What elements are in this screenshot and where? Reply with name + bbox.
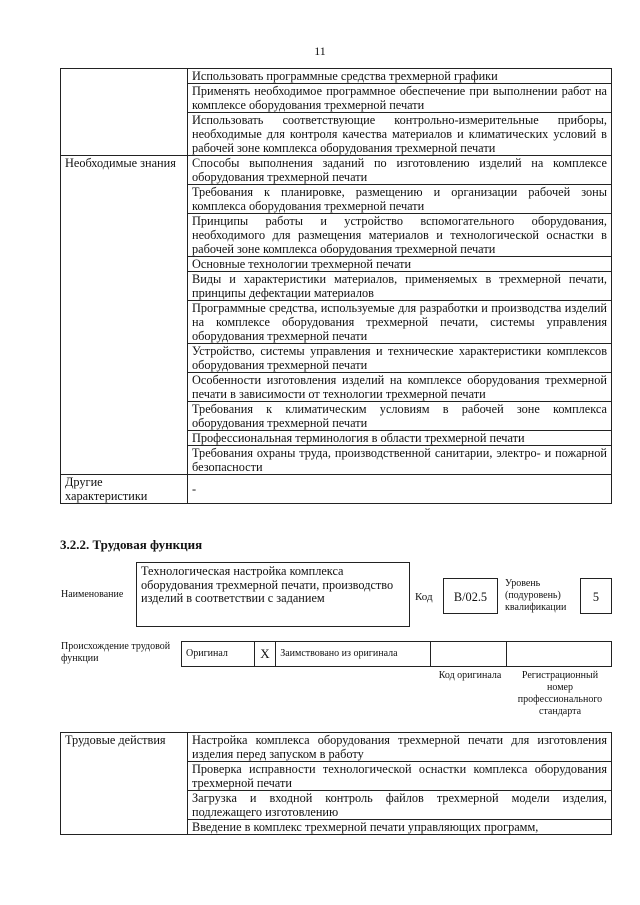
row-header-knowledge: Необходимые знания — [61, 156, 188, 475]
reg-caption: Регистрационный номер профессионального стандарта — [517, 670, 603, 717]
table-row — [61, 733, 612, 762]
table-row — [61, 156, 612, 185]
table-cell: Профессиональная терминология в области трехмерной печати — [188, 431, 612, 446]
table-cell: Использовать соответствующие контрольно-измерительные приборы, необходимые для контроля качества материалов и климатических условий в рабочей зоне комплекса оборудования трехмерной печати — [188, 113, 612, 156]
table-row — [61, 475, 612, 504]
table-cell: Программные средства, используемые для разработки и производства изделий на комплексе оборудования трехмерной печати, системы управления оборудования трехмерной печати — [188, 301, 612, 344]
table-cell: Устройство, системы управления и технические характеристики комплексов оборудования трехмерной печати — [188, 344, 612, 373]
table-cell: Требования охраны труда, производственной санитарии, электро- и пожарной безопасности — [188, 446, 612, 475]
table-cell: Принципы работы и устройство вспомогательного оборудования, необходимого для размещения материалов и технологической оснастки в рабочей зоне комплекса оборудования трехмерной печати — [188, 214, 612, 257]
knowledge-table — [60, 68, 612, 504]
table-cell: Введение в комплекс трехмерной печати управляющих программ, — [188, 820, 612, 835]
table-cell: Виды и характеристики материалов, применяемых в трехмерной печати, принципы дефектации материалов — [188, 272, 612, 301]
table-cell: Способы выполнения заданий по изготовлению изделий на комплексе оборудования трехмерной печати — [188, 156, 612, 185]
function-name: Технологическая настройка комплекса оборудования трехмерной печати, производство изделий в соответствии с заданием — [136, 562, 410, 627]
page-number: 11 — [314, 44, 326, 58]
actions-table — [60, 732, 612, 835]
table-row — [61, 69, 612, 84]
table-cell: Основные технологии трехмерной печати — [188, 257, 612, 272]
table-cell: - — [188, 475, 612, 504]
code-caption: Код оригинала — [438, 670, 502, 681]
function-level: 5 — [580, 578, 612, 614]
origin-table — [181, 641, 612, 667]
table-cell: Использовать программные средства трехмерной графики — [188, 69, 612, 84]
table-cell: Проверка исправности технологической оснастки комплекса оборудования трехмерной печати — [188, 762, 612, 791]
name-label: Наименование — [61, 589, 124, 600]
table-cell: Загрузка и входной контроль файлов трехмерной модели изделия, подлежащего изготовлению — [188, 791, 612, 820]
table-row — [182, 642, 612, 667]
origin-label: Происхождение трудовой функции — [61, 641, 171, 664]
level-label: Уровень (подуровень) квалификации — [505, 578, 567, 613]
code-label: Код — [415, 591, 433, 603]
origin-reg-cell — [506, 642, 611, 667]
table-cell: Требования к климатическим условиям в рабочей зоне комплекса оборудования трехмерной печати — [188, 402, 612, 431]
table-cell-left — [61, 69, 188, 156]
origin-mark: X — [254, 642, 276, 667]
table-cell: Настройка комплекса оборудования трехмерной печати для изготовления изделия перед запуском в работу — [188, 733, 612, 762]
origin-borrowed: Заимствовано из оригинала — [276, 642, 431, 667]
table-cell: Особенности изготовления изделий на комплексе оборудования трехмерной печати в зависимости от технологии трехмерной печати — [188, 373, 612, 402]
section-title: 3.2.2. Трудовая функция — [60, 537, 203, 552]
table-cell: Требования к планировке, размещению и организации рабочей зоны комплекса оборудования трехмерной печати — [188, 185, 612, 214]
origin-original: Оригинал — [182, 642, 255, 667]
table-cell: Применять необходимое программное обеспечение при выполнении работ на комплексе оборудования трехмерной печати — [188, 84, 612, 113]
function-code: B/02.5 — [443, 578, 498, 614]
origin-code-cell — [430, 642, 506, 667]
row-header-other: Другие характеристики — [61, 475, 188, 504]
row-header-actions: Трудовые действия — [61, 733, 188, 835]
